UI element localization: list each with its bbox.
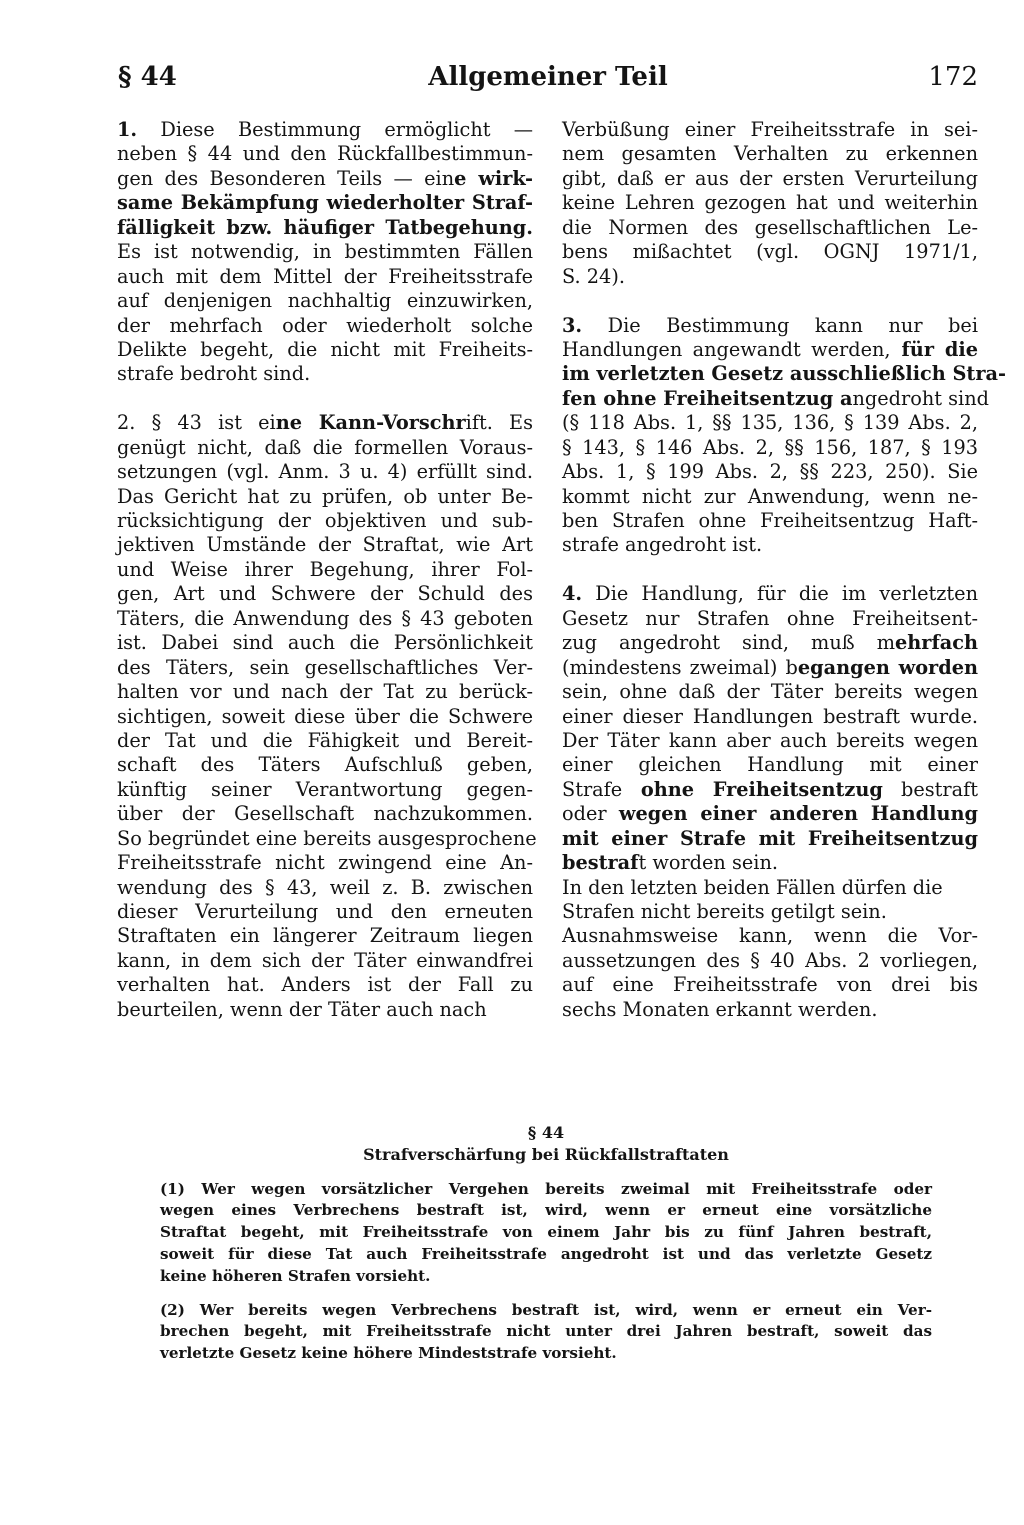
text-line: So begründet eine bereits ausgesprochene [117, 826, 537, 850]
text-line: verhalten hat. Anders ist der Fall zu [117, 973, 533, 997]
statute-line: wegen eines Verbrechens bestraft ist, wird, wenn er erneut eine vorsätzliche [160, 1201, 932, 1220]
text-line: fen ohne Freiheitsentzug angedroht sind [562, 386, 989, 410]
text-line: Freiheitsstrafe nicht zwingend eine An- [117, 851, 533, 875]
statute-line: Straftat begeht, mit Freiheitsstrafe von einem Jahr bis zu fünf Jahren bestraft, [160, 1223, 932, 1242]
text-line: einer gleichen Handlung mit einer [562, 753, 978, 777]
text-line: Handlungen angewandt werden, für die [562, 337, 978, 361]
text-line: beurteilen, wenn der Täter auch nach [117, 997, 487, 1021]
text-line: In den letzten beiden Fällen dürfen die [562, 875, 943, 899]
text-line: gen, Art und Schwere der Schuld des [117, 582, 533, 606]
statute-line: soweit für diese Tat auch Freiheitsstrafe angedroht ist und das verletzte Gesetz [160, 1244, 932, 1263]
text-line: sein, ohne daß der Täter bereits wegen [562, 680, 978, 704]
statute-number: § 44 [527, 1123, 565, 1142]
text-line: jektiven Umstände der Straftat, wie Art [117, 533, 533, 557]
text-line: Strafen nicht bereits getilgt sein. [562, 900, 887, 923]
text-line: künftig seiner Verantwortung gegen- [117, 777, 533, 801]
text-line: kann, in dem sich der Täter einwandfrei [117, 948, 533, 972]
text-line: Delikte begeht, die nicht mit Freiheits- [117, 337, 533, 361]
text-line: die Normen des gesellschaftlichen Le- [562, 215, 978, 239]
text-line: gen des Besonderen Teils — eine wirk- [117, 166, 533, 190]
text-line: aussetzungen des § 40 Abs. 2 vorliegen, [562, 948, 978, 972]
text-line: sichtigen, soweit diese über die Schwere [117, 704, 533, 728]
header-section: § 44 [118, 62, 177, 92]
text-line: Das Gericht hat zu prüfen, ob unter Be- [117, 484, 533, 508]
text-line: im verletzten Gesetz ausschließlich Stra- [562, 362, 1006, 386]
text-line: Abs. 1, § 199 Abs. 2, §§ 223, 250). Sie [562, 460, 978, 484]
statute-line: brechen begeht, mit Freiheitsstrafe nicht unter drei Jahren bestraft, soweit das [160, 1322, 932, 1341]
statute-text [160, 1122, 932, 1365]
statute-title: Strafverschärfung bei Rückfallstraftaten [363, 1144, 729, 1164]
text-line: strafe angedroht ist. [562, 533, 763, 557]
text-line: kommt nicht zur Anwendung, wenn ne- [562, 484, 978, 508]
text-line: genügt nicht, daß die formellen Voraus- [117, 435, 533, 459]
text-line: strafe bedroht sind. [117, 362, 311, 386]
text-line: oder wegen einer anderen Handlung [562, 802, 978, 826]
text-line: und Weise ihrer Begehung, ihrer Fol- [117, 557, 533, 581]
text-line: (§ 118 Abs. 1, §§ 135, 136, § 139 Abs. 2, [562, 411, 978, 435]
text-line: ben Strafen ohne Freiheitsentzug Haft- [562, 509, 978, 532]
text-line: (mindestens zweimal) begangen worden [562, 655, 978, 679]
text-line: Es ist notwendig, in bestimmten Fällen [117, 240, 533, 264]
statute-paragraph-1 [160, 1179, 932, 1288]
left-column [117, 118, 537, 1022]
text-line: 2. § 43 ist eine Kann-Vorschrift. Es [117, 411, 533, 435]
text-line: über der Gesellschaft nachzukommen. [117, 802, 533, 826]
text-line: der Tat und die Fähigkeit und Bereit- [117, 728, 533, 752]
text-line: nem gesamten Verhalten zu erkennen [562, 142, 978, 166]
text-line: wendung des § 43, weil z. B. zwischen [117, 875, 533, 899]
statute-line: verletzte Gesetz keine höhere Mindeststrafe vorsieht. [160, 1344, 617, 1363]
statute-line: (2) Wer bereits wegen Verbrechens bestraft ist, wird, wenn er erneut ein Ver- [160, 1300, 932, 1319]
text-line: keine Lehren gezogen hat und weiterhin [562, 191, 978, 215]
text-line: neben § 44 und den Rückfallbestimmun- [117, 142, 533, 166]
text-line: 1. Diese Bestimmung ermöglicht — [117, 118, 533, 141]
text-line: Ausnahmsweise kann, wenn die Vor- [562, 924, 978, 948]
text-line: 4. Die Handlung, für die im verletzten [562, 582, 978, 606]
text-line: ist. Dabei sind auch die Persönlichkeit [117, 631, 533, 655]
text-line: auf denjenigen nachhaltig einzuwirken, [117, 289, 533, 313]
text-line: einer dieser Handlungen bestraft wurde. [562, 704, 978, 728]
text-line: Täters, die Anwendung des § 43 geboten [117, 606, 533, 630]
text-line: bestraft worden sein. [562, 851, 778, 875]
text-line: sechs Monaten erkannt werden. [562, 997, 878, 1021]
page-header [118, 62, 978, 102]
text-line: auf eine Freiheitsstrafe von drei bis [562, 973, 978, 997]
text-line: Straftaten ein längerer Zeitraum liegen [117, 924, 533, 948]
statute-line: (1) Wer wegen vorsätzlicher Vergehen bereits zweimal mit Freiheitsstrafe oder [160, 1179, 932, 1198]
text-line: fälligkeit bzw. häufiger Tatbegehung. [117, 215, 533, 239]
text-line: Verbüßung einer Freiheitsstrafe in sei- [562, 118, 978, 141]
right-column [562, 118, 1006, 1022]
text-line: auch mit dem Mittel der Freiheitsstrafe [117, 264, 533, 288]
text-line: § 143, § 146 Abs. 2, §§ 156, 187, § 193 [562, 435, 978, 459]
text-line: Gesetz nur Strafen ohne Freiheitsent- [562, 606, 978, 630]
header-title: Allgemeiner Teil [428, 62, 668, 92]
text-line: dieser Verurteilung und den erneuten [117, 900, 533, 923]
text-line: 3. Die Bestimmung kann nur bei [562, 313, 978, 337]
text-line: halten vor und nach der Tat zu berück- [117, 680, 533, 704]
text-line: Der Täter kann aber auch bereits wegen [562, 728, 978, 752]
text-line: setzungen (vgl. Anm. 3 u. 4) erfüllt sind. [117, 460, 533, 484]
text-line: same Bekämpfung wiederholter Straf- [117, 191, 533, 215]
text-line: schaft des Täters Aufschluß geben, [117, 753, 533, 777]
text-line: S. 24). [562, 264, 625, 288]
page-number: 172 [928, 62, 978, 92]
statute-line: keine höheren Strafen vorsieht. [160, 1266, 431, 1285]
statute-paragraph-2 [160, 1300, 932, 1365]
text-line: gibt, daß er aus der ersten Verurteilung [562, 166, 978, 190]
text-line: zug angedroht sind, muß mehrfach [562, 631, 978, 655]
text-line: rücksichtigung der objektiven und sub- [117, 509, 533, 532]
text-line: mit einer Strafe mit Freiheitsentzug [562, 826, 978, 850]
text-line: der mehrfach oder wiederholt solche [117, 313, 533, 337]
text-line: Strafe ohne Freiheitsentzug bestraft [562, 777, 978, 801]
text-line: bens mißachtet (vgl. OGNJ 1971/1, [562, 240, 978, 264]
text-line: des Täters, sein gesellschaftliches Ver- [117, 655, 533, 679]
